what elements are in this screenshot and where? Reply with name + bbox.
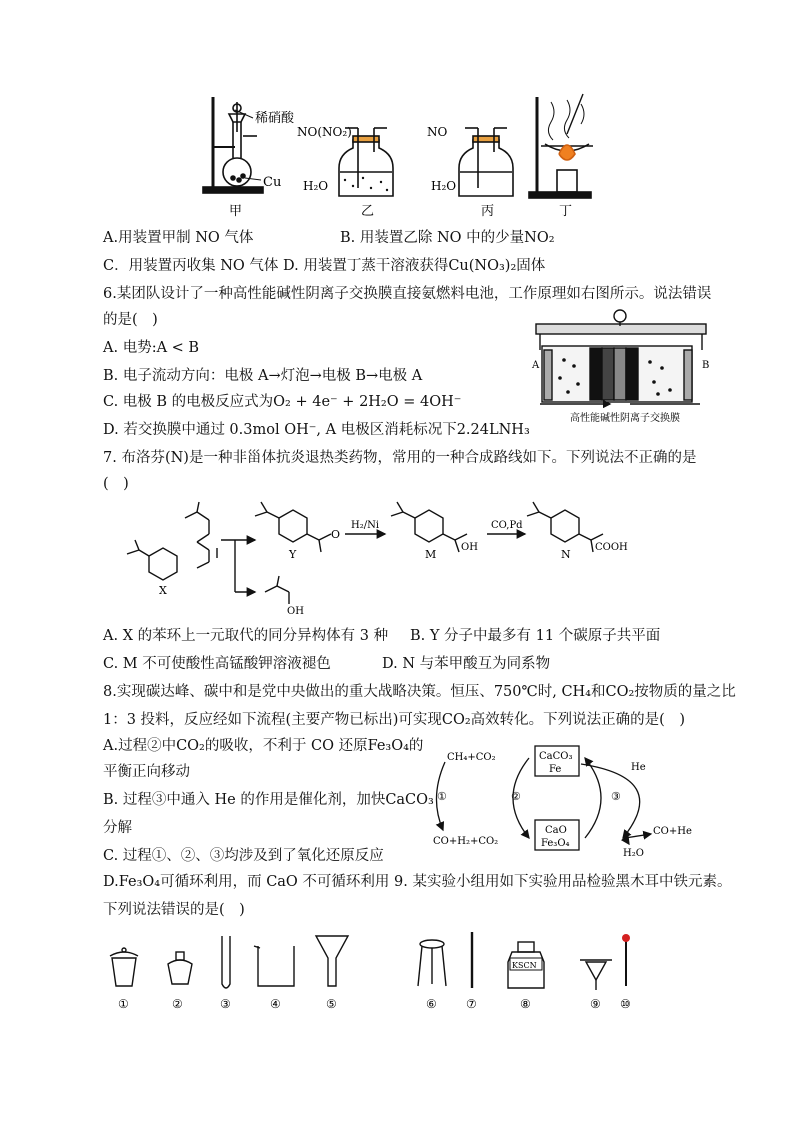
q8-stem-line2: 1：3 投料，反应经如下流程(主要产物已标出)可实现CO₂高效转化。下列说法正确的是( )	[103, 712, 685, 728]
fuel-cell-figure	[530, 306, 715, 428]
flow-step-2: ②	[511, 790, 521, 803]
m-oh: OH	[461, 542, 478, 553]
q7-option-a: A. X 的苯环上一元取代的同分异构体有 3 种	[103, 628, 389, 644]
flow-step-1: ①	[437, 790, 447, 803]
item-5-number: ⑤	[326, 997, 337, 1011]
label-x: X	[159, 584, 167, 597]
item-8-number: ⑧	[520, 997, 531, 1011]
q8-option-b-line1: B. 过程③中通入 He 的作用是催化剂，加快CaCO₃	[103, 792, 434, 808]
cell-label-a: A	[532, 360, 540, 371]
q6-option-a: A. 电势:A < B	[103, 340, 200, 356]
q5-option-cd: C．用装置丙收集 NO 气体 D. 用装置丁蒸干溶液获得Cu(NO₃)₂固体	[103, 258, 546, 274]
q7-option-d: D. N 与苯甲酸互为同系物	[382, 656, 551, 672]
cell-label-b: B	[702, 360, 710, 371]
flow-step-3: ③	[611, 790, 621, 803]
q6-option-b: B. 电子流动方向：电极 A→灯泡→电极 B→电极 A	[103, 368, 423, 384]
q6-stem-line2: 的是( )	[103, 312, 158, 328]
flow-ch4-co2: CH₄+CO₂	[447, 752, 496, 763]
q8-option-b-line2: 分解	[103, 820, 132, 836]
flow-box2-bottom: Fe₃O₄	[541, 838, 570, 849]
cell-caption: 高性能碱性阴离子交换膜	[570, 413, 680, 424]
cu-label: Cu	[263, 175, 282, 190]
q8-option-d-q9-stem: D.Fe₃O₄可循环利用，而 CaO 不可循环利用 9. 某实验小组用如下实验用品检验黑木耳中铁元素。	[103, 874, 732, 890]
q6-stem-line1: 6.某团队设计了一种高性能碱性阴离子交换膜直接氨燃料电池，工作原理如右图所示。说法错误	[103, 286, 712, 302]
q7-option-c: C. M 不可使酸性高锰酸钾溶液褪色	[103, 656, 331, 672]
label-m: M	[425, 548, 437, 561]
q8-option-a-line1: A.过程②中CO₂的吸收，不利于 CO 还原Fe₃O₄的	[103, 738, 424, 754]
y-ketone-o: O	[331, 528, 341, 541]
q8-option-a-line2: 平衡正向移动	[103, 764, 190, 780]
acid-oh: OH	[287, 606, 304, 617]
no-no2-label: NO(NO₂)	[297, 125, 352, 139]
q8-option-c: C. 过程①、②、③均涉及到了氧化还原反应	[103, 848, 384, 864]
flow-box2-top: CaO	[545, 825, 567, 836]
flow-co-h2-co2: CO+H₂+CO₂	[433, 836, 499, 847]
item-7-number: ⑦	[466, 997, 477, 1011]
flow-he: He	[631, 762, 646, 773]
label-n: N	[561, 548, 571, 561]
item-9-number: ⑨	[590, 997, 601, 1011]
item-3-number: ③	[220, 997, 231, 1011]
item-2-number: ②	[172, 997, 183, 1011]
flow-co-he: CO+He	[653, 826, 692, 837]
apparatus-figure	[195, 92, 595, 222]
lab-items-figure	[100, 928, 645, 1016]
item-6-number: ⑥	[426, 997, 437, 1011]
flow-h2o: H₂O	[623, 848, 644, 859]
h2o-label-b: H₂O	[303, 179, 329, 193]
item-1-number: ①	[118, 997, 129, 1011]
acid-label: 稀硝酸	[255, 111, 295, 126]
q6-option-c: C. 电极 B 的电极反应式为O₂ + 4e⁻ + 2H₂O = 4OH⁻	[103, 394, 462, 410]
q6-option-d: D. 若交换膜中通过 0.3mol OH⁻, A 电极区消耗标况下2.24LNH₃	[103, 422, 530, 438]
caption-a: 甲	[229, 204, 243, 219]
caption-d: 丁	[559, 204, 573, 219]
label-y: Y	[289, 548, 297, 561]
q7-stem-line1: 7. 布洛芬(N)是一种非甾体抗炎退热类药物，常用的一种合成路线如下。下列说法不正确的是	[103, 450, 697, 466]
q9-stem-line2: 下列说法错误的是( )	[103, 902, 245, 918]
q5-option-b: B. 用装置乙除 NO 中的少量NO₂	[340, 230, 555, 246]
kscn-label: KSCN	[512, 961, 537, 970]
no-label: NO	[427, 125, 448, 139]
reagent-co-pd: CO,Pd	[491, 520, 523, 531]
reagent-h2-ni: H₂/Ni	[351, 520, 380, 531]
q5-option-a: A.用装置甲制 NO 气体	[103, 230, 254, 246]
caption-b: 乙	[361, 204, 375, 219]
item-4-number: ④	[270, 997, 281, 1011]
h2o-label-c: H₂O	[431, 179, 457, 193]
synthesis-route-figure	[105, 496, 665, 620]
apparatus-d	[529, 94, 593, 198]
apparatus-c	[459, 128, 513, 196]
flow-box1-bottom: Fe	[549, 764, 562, 775]
caption-c: 丙	[481, 204, 495, 219]
item-10-number: ⑩	[620, 997, 631, 1011]
n-cooh: COOH	[595, 542, 628, 553]
flow-box1-top: CaCO₃	[539, 751, 573, 762]
q7-stem-line2: ( )	[103, 476, 129, 492]
process-flow-figure	[425, 738, 715, 860]
apparatus-a	[203, 97, 263, 193]
q7-option-b: B. Y 分子中最多有 11 个碳原子共平面	[410, 628, 661, 644]
q8-stem-line1: 8.实现碳达峰、碳中和是党中央做出的重大战略决策。恒压、750℃时, CH₄和CO₂按物质的量之比	[103, 684, 736, 700]
